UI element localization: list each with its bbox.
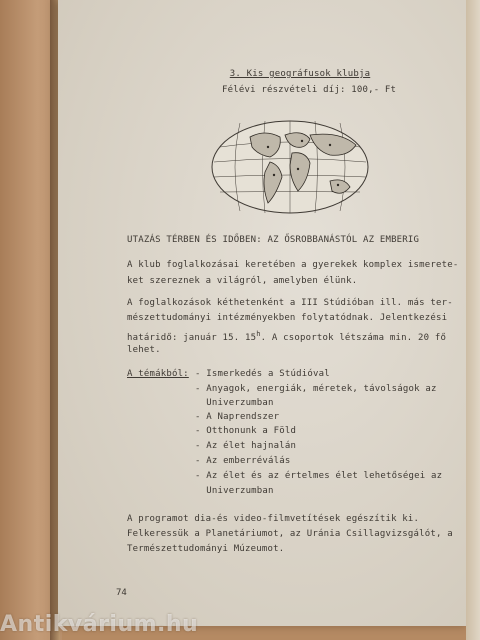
deadline-text: határidő: január 15. 15 — [127, 333, 257, 343]
topic-item: - Az emberréválás — [195, 456, 291, 466]
paragraph2-line4: lehet. — [127, 345, 161, 355]
world-map-illustration — [210, 117, 370, 217]
page-number: 74 — [116, 588, 127, 598]
fee-line: Félévi részvételi díj: 100,- Ft — [222, 85, 397, 95]
club-title: 3. Kis geográfusok klubja — [229, 69, 371, 79]
paragraph2-line1: A foglalkozások kéthetenként a III Stúdióban ill. más ter- — [127, 298, 453, 308]
paragraph1-line1: A klub foglalkozásai keretében a gyerekek komplex ismerete- — [127, 260, 459, 270]
deadline-hour-superscript: h — [256, 330, 261, 338]
topic-item: Univerzumban — [195, 398, 274, 408]
topic-item: - A Naprendszer — [195, 412, 280, 422]
paragraph1-line2: ket szereznek a világról, amelyben élünk. — [127, 276, 358, 286]
book-facing-page-edge — [466, 0, 480, 640]
deadline-text-rest: . A csoportok létszáma min. 20 fő — [260, 333, 447, 343]
topics-label: A témákból: — [127, 369, 189, 379]
topic-item: - Otthonunk a Föld — [195, 426, 297, 436]
topic-item: - Ismerkedés a Stúdióval — [195, 369, 330, 379]
paragraph2-line2: mészettudományi intézményekben folytatódnak. Jelentkezési — [127, 313, 448, 323]
paragraph2-line3 — [127, 328, 446, 344]
topic-item: - Anyagok, energiák, méretek, távolságok az — [195, 384, 437, 394]
paragraph3-line2: Felkeressük a Planetáriumot, az Uránia Csillagvizsgálót, a — [127, 529, 453, 539]
paragraph3-line1: A programot dia-és video-filmvetítések egészítik ki. — [127, 514, 420, 524]
watermark-logo: Antikvárium.hu — [0, 612, 199, 637]
topic-item: Univerzumban — [195, 486, 274, 496]
paragraph3-line3: Természettudományi Múzeumot. — [127, 544, 285, 554]
section-title: UTAZÁS TÉRBEN ÉS IDŐBEN: AZ ŐSROBBANÁSTÓL AZ EMBERIG — [127, 235, 420, 245]
topic-item: - Az élet hajnalán — [195, 441, 297, 451]
topic-item: - Az élet és az értelmes élet lehetőségei az — [195, 471, 443, 481]
